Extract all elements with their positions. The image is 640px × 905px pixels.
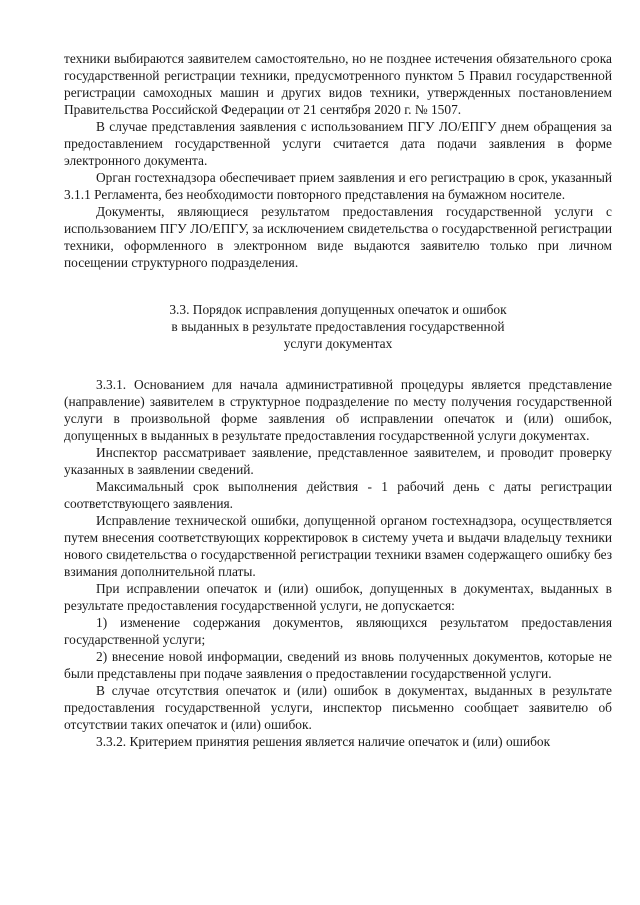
document-body bbox=[64, 50, 612, 750]
paragraph-inspector-review: Инспектор рассматривает заявление, представленное заявителем, и проводит проверку указанных в заявлении сведений. bbox=[64, 445, 612, 477]
paragraph-continuation: техники выбираются заявителем самостоятельно, но не позднее истечения обязательного срока государственной регистрации техники, предусмотренного пунктом 5 Правил государственной регистрации самоходных машин и других видов техники, утвержденных постановлением Правительства Российской Федерации от 21 сентября 2020 г. № 1507. bbox=[64, 51, 612, 117]
paragraph-no-errors: В случае отсутствия опечаток и (или) ошибок в документах, выданных в результате предоставления государственной услуги, инспектор письменно сообщает заявителю об отсутствии таких опечаток и (или) ошибок. bbox=[64, 683, 612, 732]
paragraph-max-term: Максимальный срок выполнения действия - 1 рабочий день с даты регистрации соответствующего заявления. bbox=[64, 479, 612, 511]
section-heading-line: 3.3. Порядок исправления допущенных опечаток и ошибок bbox=[169, 302, 507, 317]
paragraph-result-documents: Документы, являющиеся результатом предоставления государственной услуги с использованием ПГУ ЛО/ЕПГУ, за исключением свидетельства о государственной регистрации техники, оформленного в электронном виде выдаются заявителю только при личном посещении структурного подразделения. bbox=[64, 204, 612, 270]
paragraph-registration-term: Орган гостехнадзора обеспечивает прием заявления и его регистрацию в срок, указанный 3.1.1 Регламента, без необходимости повторного представления на бумажном носителе. bbox=[64, 170, 612, 202]
paragraph-electronic-submission: В случае представления заявления с использованием ПГУ ЛО/ЕПГУ днем обращения за предоставлением государственной услуги считается дата подачи заявления в форме электронного документа. bbox=[64, 119, 612, 168]
list-item-1: 1) изменение содержания документов, являющихся результатом предоставления государственной услуги; bbox=[64, 615, 612, 647]
section-heading-line: услуги документах bbox=[283, 336, 393, 351]
section-heading-line: в выданных в результате предоставления государственной bbox=[171, 319, 505, 334]
section-heading bbox=[128, 301, 548, 352]
list-item-2: 2) внесение новой информации, сведений из вновь полученных документов, которые не были представлены при подаче заявления о предоставлении государственной услуги. bbox=[64, 649, 612, 681]
paragraph-3-3-2: 3.3.2. Критерием принятия решения является наличие опечаток и (или) ошибок bbox=[96, 734, 551, 749]
paragraph-technical-error: Исправление технической ошибки, допущенной органом гостехнадзора, осуществляется путем внесения соответствующих корректировок в систему учета и выдачи владельцу техники нового свидетельства о государственной регистрации техники взамен содержащего ошибку без взимания дополнительной платы. bbox=[64, 513, 612, 579]
paragraph-not-allowed: При исправлении опечаток и (или) ошибок, допущенных в документах, выданных в результате предоставления государственной услуги, не допускается: bbox=[64, 581, 612, 613]
paragraph-3-3-1: 3.3.1. Основанием для начала административной процедуры является представление (направление) заявителем в структурное подразделение по месту получения государственной услуги в произвольной форме заявления об исправлении опечаток и (или) ошибок, допущенных в выданных в результате предоставления государственной услуги документах. bbox=[64, 377, 612, 443]
